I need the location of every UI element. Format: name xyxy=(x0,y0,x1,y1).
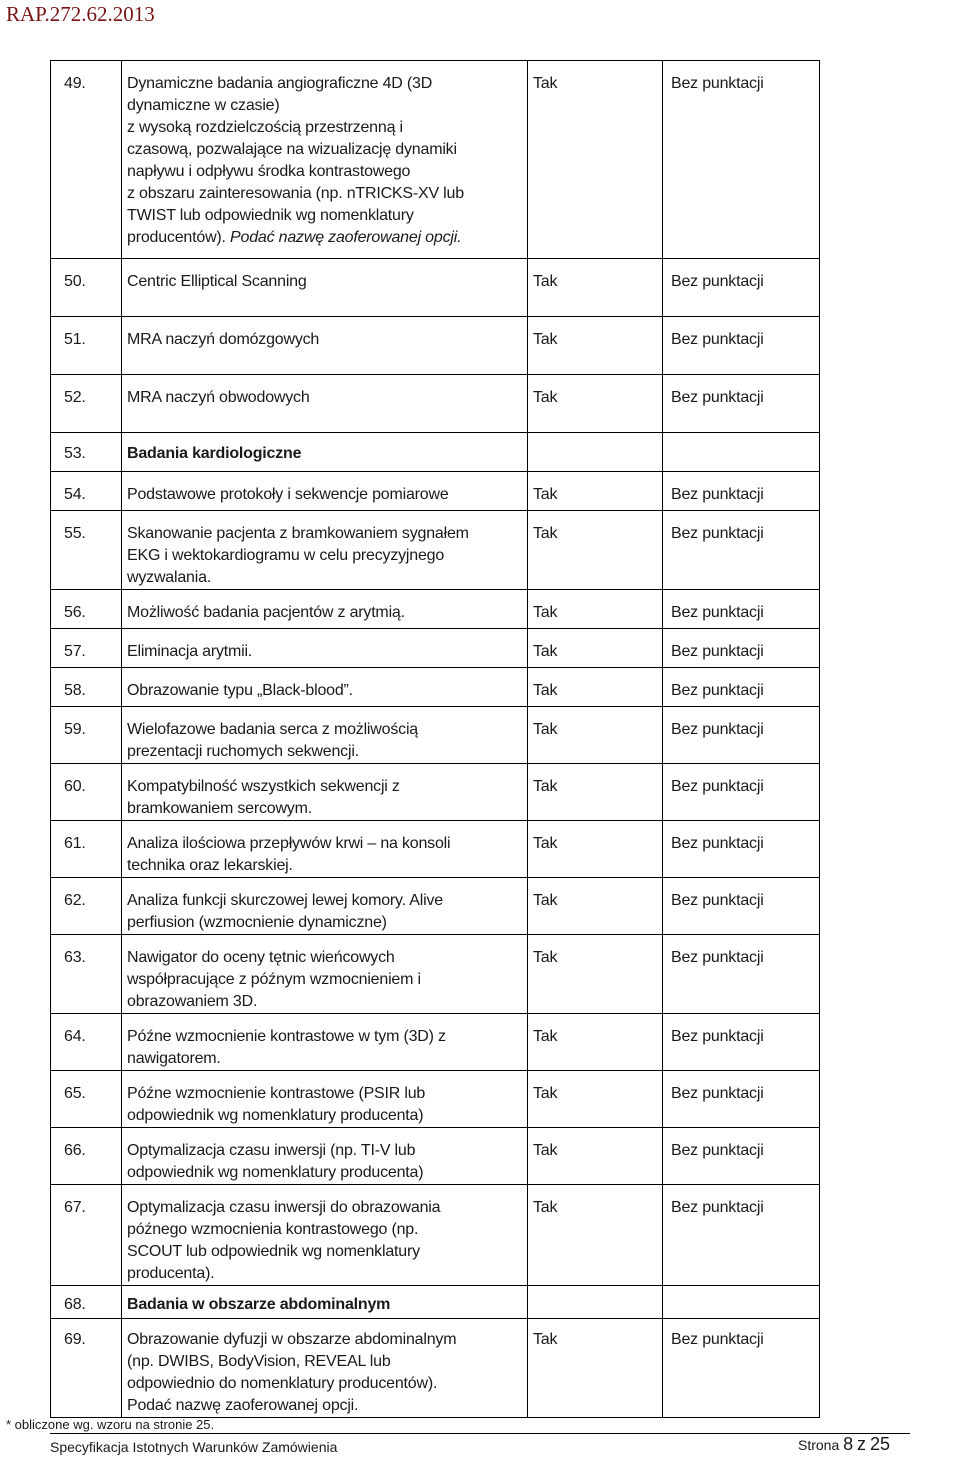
table-row xyxy=(51,1014,820,1071)
description-line: późnego wzmocnienia kontrastowego (np. xyxy=(127,1221,419,1238)
table-row xyxy=(51,935,820,1014)
description-line: Kompatybilność wszystkich sekwencji z xyxy=(127,778,400,795)
description-line: Eliminacja arytmii. xyxy=(127,643,253,660)
description-line: z obszaru zainteresowania (np. nTRICKS-XV lub xyxy=(127,185,464,202)
item-description xyxy=(122,433,528,472)
description-line: producentów). Podać nazwę zaoferowanej opcji. xyxy=(127,229,462,246)
footer-divider xyxy=(50,1433,910,1434)
description-line: dynamiczne w czasie) xyxy=(127,97,280,114)
required-answer: Tak xyxy=(528,821,663,878)
description-line: Późne wzmocnienie kontrastowe (PSIR lub xyxy=(127,1085,426,1102)
scoring-note: Bez punktacji xyxy=(663,1319,820,1418)
required-answer: Tak xyxy=(528,317,663,375)
scoring-note: Bez punktacji xyxy=(663,472,820,511)
item-description xyxy=(122,1286,528,1319)
table-row xyxy=(51,821,820,878)
item-number: 54. xyxy=(51,472,122,511)
item-description xyxy=(122,590,528,629)
table-row xyxy=(51,1319,820,1418)
description-line: z wysoką rozdzielczością przestrzenną i xyxy=(127,119,403,136)
item-description xyxy=(122,668,528,707)
scoring-note: Bez punktacji xyxy=(663,1128,820,1185)
description-line: Dynamiczne badania angiograficzne 4D (3D xyxy=(127,75,433,92)
required-answer: Tak xyxy=(528,259,663,317)
description-line: Badania w obszarze abdominalnym xyxy=(127,1296,391,1313)
description-line: Centric Elliptical Scanning xyxy=(127,273,307,290)
description-line: czasową, pozwalające na wizualizację dynamiki xyxy=(127,141,457,158)
description-line: wyzwalania. xyxy=(127,569,212,586)
item-number: 58. xyxy=(51,668,122,707)
item-number: 51. xyxy=(51,317,122,375)
table-row xyxy=(51,511,820,590)
item-description xyxy=(122,1014,528,1071)
footnote: * obliczone wg. wzoru na stronie 25. xyxy=(6,1417,215,1432)
item-number: 64. xyxy=(51,1014,122,1071)
required-answer: Tak xyxy=(528,61,663,259)
footer-page-number xyxy=(798,1434,890,1455)
scoring-note: Bez punktacji xyxy=(663,629,820,668)
scoring-note: Bez punktacji xyxy=(663,1185,820,1286)
item-description xyxy=(122,61,528,259)
item-number: 65. xyxy=(51,1071,122,1128)
description-line: prezentacji ruchomych sekwencji. xyxy=(127,743,359,760)
item-description xyxy=(122,821,528,878)
required-answer: Tak xyxy=(528,590,663,629)
table-row xyxy=(51,433,820,472)
scoring-note: Bez punktacji xyxy=(663,764,820,821)
scoring-note: Bez punktacji xyxy=(663,511,820,590)
table-row xyxy=(51,317,820,375)
scoring-note: Bez punktacji xyxy=(663,821,820,878)
scoring-note: Bez punktacji xyxy=(663,590,820,629)
item-description xyxy=(122,259,528,317)
description-line: Badania kardiologiczne xyxy=(127,445,302,462)
description-line: Obrazowanie typu „Black-blood”. xyxy=(127,682,353,699)
scoring-note: Bez punktacji xyxy=(663,668,820,707)
description-line: odpowiednik wg nomenklatury producenta) xyxy=(127,1164,424,1181)
table-row xyxy=(51,878,820,935)
page-current: 8 xyxy=(843,1434,854,1454)
required-answer: Tak xyxy=(528,1128,663,1185)
scoring-note: Bez punktacji xyxy=(663,1071,820,1128)
required-answer xyxy=(528,433,663,472)
item-number: 53. xyxy=(51,433,122,472)
item-description xyxy=(122,629,528,668)
table-row xyxy=(51,668,820,707)
item-number: 61. xyxy=(51,821,122,878)
description-line: Analiza ilościowa przepływów krwi – na konsoli xyxy=(127,835,451,852)
item-description xyxy=(122,1128,528,1185)
item-number: 55. xyxy=(51,511,122,590)
item-number: 56. xyxy=(51,590,122,629)
page-total: 25 xyxy=(869,1434,890,1454)
item-number: 50. xyxy=(51,259,122,317)
description-line: Późne wzmocnienie kontrastowe w tym (3D) z xyxy=(127,1028,446,1045)
item-description xyxy=(122,764,528,821)
item-description xyxy=(122,511,528,590)
scoring-note: Bez punktacji xyxy=(663,707,820,764)
item-number: 57. xyxy=(51,629,122,668)
scoring-note: Bez punktacji xyxy=(663,375,820,433)
required-answer: Tak xyxy=(528,764,663,821)
description-line: Możliwość badania pacjentów z arytmią. xyxy=(127,604,405,621)
item-description xyxy=(122,1185,528,1286)
specification-table xyxy=(50,60,820,1418)
required-answer: Tak xyxy=(528,1071,663,1128)
description-line: odpowiednio do nomenklatury producentów). xyxy=(127,1375,438,1392)
item-number: 52. xyxy=(51,375,122,433)
table-row xyxy=(51,707,820,764)
scoring-note xyxy=(663,433,820,472)
required-answer: Tak xyxy=(528,629,663,668)
required-answer: Tak xyxy=(528,472,663,511)
table-row xyxy=(51,259,820,317)
scoring-note xyxy=(663,1286,820,1319)
item-description xyxy=(122,472,528,511)
description-line: obrazowaniem 3D. xyxy=(127,993,258,1010)
table-row xyxy=(51,1286,820,1319)
table-row xyxy=(51,375,820,433)
table-row xyxy=(51,629,820,668)
table-row xyxy=(51,1128,820,1185)
document-reference: RAP.272.62.2013 xyxy=(6,2,155,26)
description-line: MRA naczyń domózgowych xyxy=(127,331,320,348)
table-row xyxy=(51,61,820,259)
description-line: Wielofazowe badania serca z możliwością xyxy=(127,721,418,738)
item-description xyxy=(122,317,528,375)
description-line: Obrazowanie dyfuzji w obszarze abdominalnym xyxy=(127,1331,457,1348)
description-line: współpracujące z późnym wzmocnieniem i xyxy=(127,971,421,988)
scoring-note: Bez punktacji xyxy=(663,317,820,375)
description-line: Optymalizacja czasu inwersji do obrazowania xyxy=(127,1199,441,1216)
scoring-note: Bez punktacji xyxy=(663,935,820,1014)
required-answer: Tak xyxy=(528,707,663,764)
required-answer: Tak xyxy=(528,1319,663,1418)
required-answer xyxy=(528,1286,663,1319)
item-number: 66. xyxy=(51,1128,122,1185)
description-line: TWIST lub odpowiednik wg nomenklatury xyxy=(127,207,414,224)
description-line: odpowiednik wg nomenklatury producenta) xyxy=(127,1107,424,1124)
footer-document-name: Specyfikacja Istotnych Warunków Zamówienia xyxy=(50,1439,338,1455)
item-number: 49. xyxy=(51,61,122,259)
required-answer: Tak xyxy=(528,511,663,590)
table-row xyxy=(51,1071,820,1128)
item-description xyxy=(122,878,528,935)
item-description xyxy=(122,375,528,433)
description-line: Skanowanie pacjenta z bramkowaniem sygnałem xyxy=(127,525,469,542)
table-row xyxy=(51,590,820,629)
item-description xyxy=(122,1319,528,1418)
description-line: MRA naczyń obwodowych xyxy=(127,389,310,406)
description-line: technika oraz lekarskiej. xyxy=(127,857,293,874)
item-number: 68. xyxy=(51,1286,122,1319)
item-description xyxy=(122,707,528,764)
table-row xyxy=(51,1185,820,1286)
scoring-note: Bez punktacji xyxy=(663,1014,820,1071)
item-description xyxy=(122,1071,528,1128)
description-italic-note: Podać nazwę zaoferowanej opcji. xyxy=(230,229,462,246)
table-row xyxy=(51,764,820,821)
item-number: 60. xyxy=(51,764,122,821)
description-line: perfiusion (wzmocnienie dynamiczne) xyxy=(127,914,387,931)
description-line: napływu i odpływu środka kontrastowego xyxy=(127,163,411,180)
description-line: Podać nazwę zaoferowanej opcji. xyxy=(127,1397,359,1414)
description-line: (np. DWIBS, BodyVision, REVEAL lub xyxy=(127,1353,391,1370)
required-answer: Tak xyxy=(528,375,663,433)
required-answer: Tak xyxy=(528,1185,663,1286)
description-line: nawigatorem. xyxy=(127,1050,221,1067)
item-number: 63. xyxy=(51,935,122,1014)
required-answer: Tak xyxy=(528,935,663,1014)
item-description xyxy=(122,935,528,1014)
item-number: 69. xyxy=(51,1319,122,1418)
item-number: 67. xyxy=(51,1185,122,1286)
required-answer: Tak xyxy=(528,668,663,707)
description-line: Analiza funkcji skurczowej lewej komory. Alive xyxy=(127,892,443,909)
required-answer: Tak xyxy=(528,1014,663,1071)
item-number: 59. xyxy=(51,707,122,764)
item-number: 62. xyxy=(51,878,122,935)
description-line: EKG i wektokardiogramu w celu precyzyjnego xyxy=(127,547,445,564)
scoring-note: Bez punktacji xyxy=(663,259,820,317)
required-answer: Tak xyxy=(528,878,663,935)
description-line: bramkowaniem sercowym. xyxy=(127,800,312,817)
description-line: Optymalizacja czasu inwersji (np. TI-V lub xyxy=(127,1142,416,1159)
description-line: Podstawowe protokoły i sekwencje pomiarowe xyxy=(127,486,449,503)
description-line: producenta). xyxy=(127,1265,215,1282)
scoring-note: Bez punktacji xyxy=(663,878,820,935)
page-label: Strona xyxy=(798,1437,840,1453)
description-line: SCOUT lub odpowiednik wg nomenklatury xyxy=(127,1243,420,1260)
description-line: Nawigator do oceny tętnic wieńcowych xyxy=(127,949,395,966)
scoring-note: Bez punktacji xyxy=(663,61,820,259)
table-row xyxy=(51,472,820,511)
page-separator: z xyxy=(857,1434,867,1454)
